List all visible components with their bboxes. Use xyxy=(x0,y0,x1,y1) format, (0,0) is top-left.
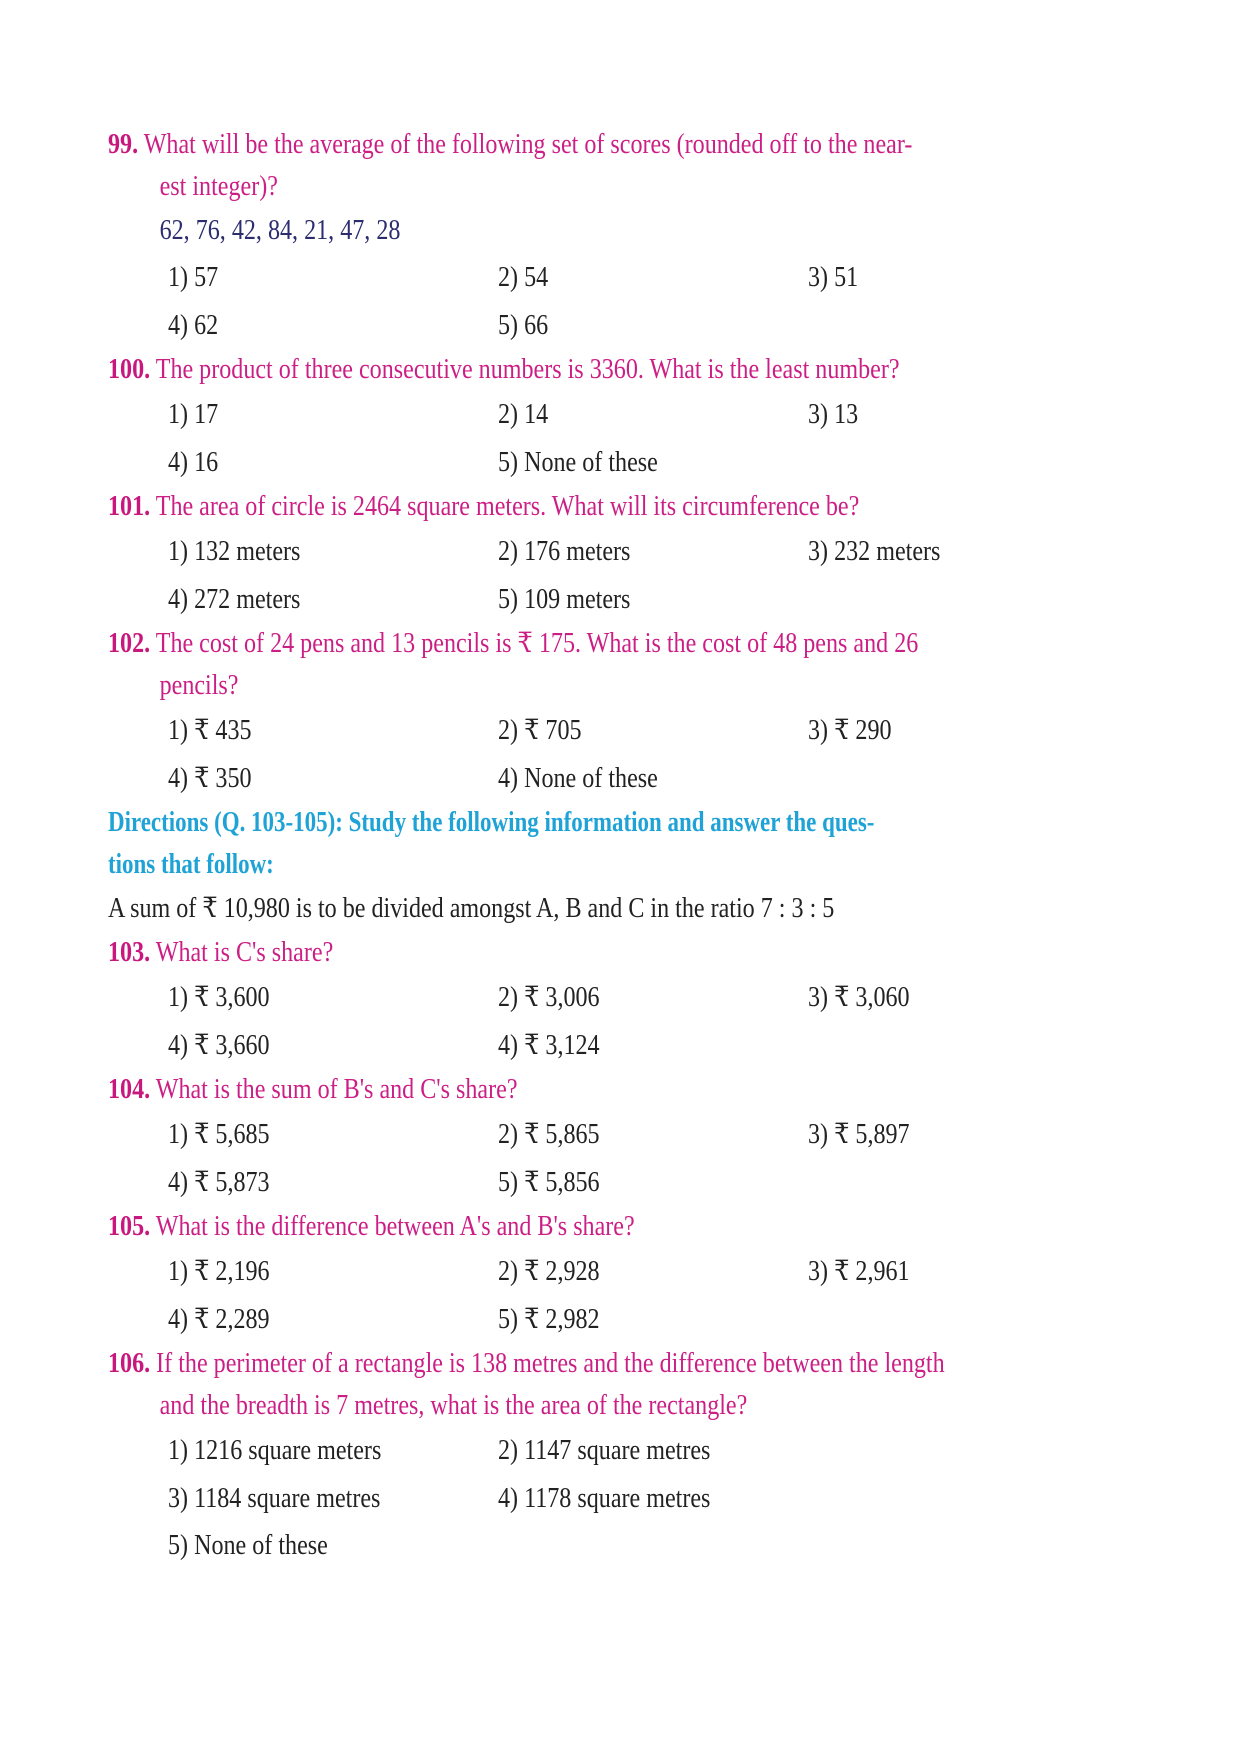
question-99 xyxy=(108,124,1108,349)
question-number: 103. xyxy=(108,937,151,968)
option-5[interactable]: 4) ₹ 3,124 xyxy=(498,1029,600,1061)
question-number: 99. xyxy=(108,129,139,160)
option-2[interactable]: 2) 54 xyxy=(498,262,549,293)
option-2[interactable]: 2) ₹ 5,865 xyxy=(498,1119,600,1150)
options xyxy=(108,707,1108,802)
question-text: 102. The cost of 24 pens and 13 pencils is ₹ 175. What is the cost of 48 pens and 26 xyxy=(108,628,919,659)
option-2[interactable]: 2) ₹ 705 xyxy=(498,715,582,746)
question-number: 100. xyxy=(108,354,151,385)
option-1[interactable]: 1) ₹ 2,196 xyxy=(168,1256,270,1287)
question-text-continuation: est integer)? xyxy=(159,171,278,202)
question-106 xyxy=(108,1343,1108,1570)
question-number: 104. xyxy=(108,1074,151,1105)
directions-block xyxy=(108,802,1108,932)
question-102 xyxy=(108,623,1108,802)
option-2[interactable]: 2) ₹ 2,928 xyxy=(498,1256,600,1287)
option-1[interactable]: 1) 132 meters xyxy=(168,536,301,567)
question-number: 106. xyxy=(108,1348,151,1379)
option-4[interactable]: 4) ₹ 350 xyxy=(168,762,252,794)
option-3[interactable]: 3) 13 xyxy=(808,399,859,430)
option-1[interactable]: 1) ₹ 3,600 xyxy=(168,982,270,1013)
option-4[interactable]: 4) 16 xyxy=(168,446,219,478)
option-1[interactable]: 1) ₹ 5,685 xyxy=(168,1119,270,1150)
option-4[interactable]: 4) 1178 square metres xyxy=(498,1482,711,1514)
option-3[interactable]: 3) ₹ 290 xyxy=(808,715,892,746)
directions-info: A sum of ₹ 10,980 is to be divided amongst A, B and C in the ratio 7 : 3 : 5 xyxy=(108,893,835,924)
question-number: 101. xyxy=(108,491,151,522)
option-3[interactable]: 3) 51 xyxy=(808,262,859,293)
options xyxy=(108,1248,1108,1343)
option-5[interactable]: 5) None of these xyxy=(168,1530,328,1561)
question-text: 99. What will be the average of the following set of scores (rounded off to the near- xyxy=(108,129,913,160)
option-3[interactable]: 3) ₹ 3,060 xyxy=(808,982,910,1013)
question-text: 104. What is the sum of B's and C's share? xyxy=(108,1074,518,1105)
option-5[interactable]: 5) None of these xyxy=(498,446,658,478)
directions-heading: Directions (Q. 103-105): Study the following information and answer the ques- xyxy=(108,807,875,838)
option-2[interactable]: 2) 14 xyxy=(498,399,549,430)
score-values: 62, 76, 42, 84, 21, 47, 28 xyxy=(159,215,401,246)
question-104 xyxy=(108,1069,1108,1206)
options xyxy=(108,528,1108,623)
question-105 xyxy=(108,1206,1108,1343)
question-text: 101. The area of circle is 2464 square meters. What will its circumference be? xyxy=(108,491,860,522)
option-2[interactable]: 2) 176 meters xyxy=(498,536,631,567)
option-4[interactable]: 4) 62 xyxy=(168,309,219,341)
options xyxy=(108,974,1108,1069)
option-4[interactable]: 4) ₹ 2,289 xyxy=(168,1303,270,1335)
option-3[interactable]: 3) 232 meters xyxy=(808,536,941,567)
option-1[interactable]: 1) 1216 square meters xyxy=(168,1435,382,1466)
option-1[interactable]: 1) 57 xyxy=(168,262,219,293)
question-number: 102. xyxy=(108,628,151,659)
options xyxy=(108,391,1108,486)
question-text: 106. If the perimeter of a rectangle is 138 metres and the difference between the length xyxy=(108,1348,945,1379)
option-5[interactable]: 5) 66 xyxy=(498,309,549,341)
question-text-continuation: and the breadth is 7 metres, what is the area of the rectangle? xyxy=(159,1390,748,1421)
question-text: 105. What is the difference between A's and B's share? xyxy=(108,1211,635,1242)
option-5[interactable]: 5) ₹ 5,856 xyxy=(498,1166,600,1198)
question-number: 105. xyxy=(108,1211,151,1242)
option-4[interactable]: 4) 272 meters xyxy=(168,583,301,615)
question-100 xyxy=(108,349,1108,486)
option-3[interactable]: 3) ₹ 5,897 xyxy=(808,1119,910,1150)
option-5[interactable]: 5) 109 meters xyxy=(498,583,631,615)
option-3[interactable]: 3) 1184 square metres xyxy=(168,1482,381,1514)
options xyxy=(108,1111,1108,1206)
option-4[interactable]: 4) ₹ 3,660 xyxy=(168,1029,270,1061)
option-1[interactable]: 1) ₹ 435 xyxy=(168,715,252,746)
options xyxy=(108,1427,1108,1570)
option-1[interactable]: 1) 17 xyxy=(168,399,219,430)
directions-heading-continuation: tions that follow: xyxy=(108,849,274,880)
option-2[interactable]: 2) 1147 square metres xyxy=(498,1435,711,1466)
option-5[interactable]: 4) None of these xyxy=(498,762,658,794)
question-text: 103. What is C's share? xyxy=(108,937,334,968)
option-5[interactable]: 5) ₹ 2,982 xyxy=(498,1303,600,1335)
option-3[interactable]: 3) ₹ 2,961 xyxy=(808,1256,910,1287)
option-4[interactable]: 4) ₹ 5,873 xyxy=(168,1166,270,1198)
question-text-continuation: pencils? xyxy=(159,670,239,701)
option-2[interactable]: 2) ₹ 3,006 xyxy=(498,982,600,1013)
options xyxy=(108,254,1108,349)
question-103 xyxy=(108,932,1108,1069)
question-page xyxy=(108,124,1108,1570)
question-101 xyxy=(108,486,1108,623)
question-text: 100. The product of three consecutive numbers is 3360. What is the least number? xyxy=(108,354,900,385)
